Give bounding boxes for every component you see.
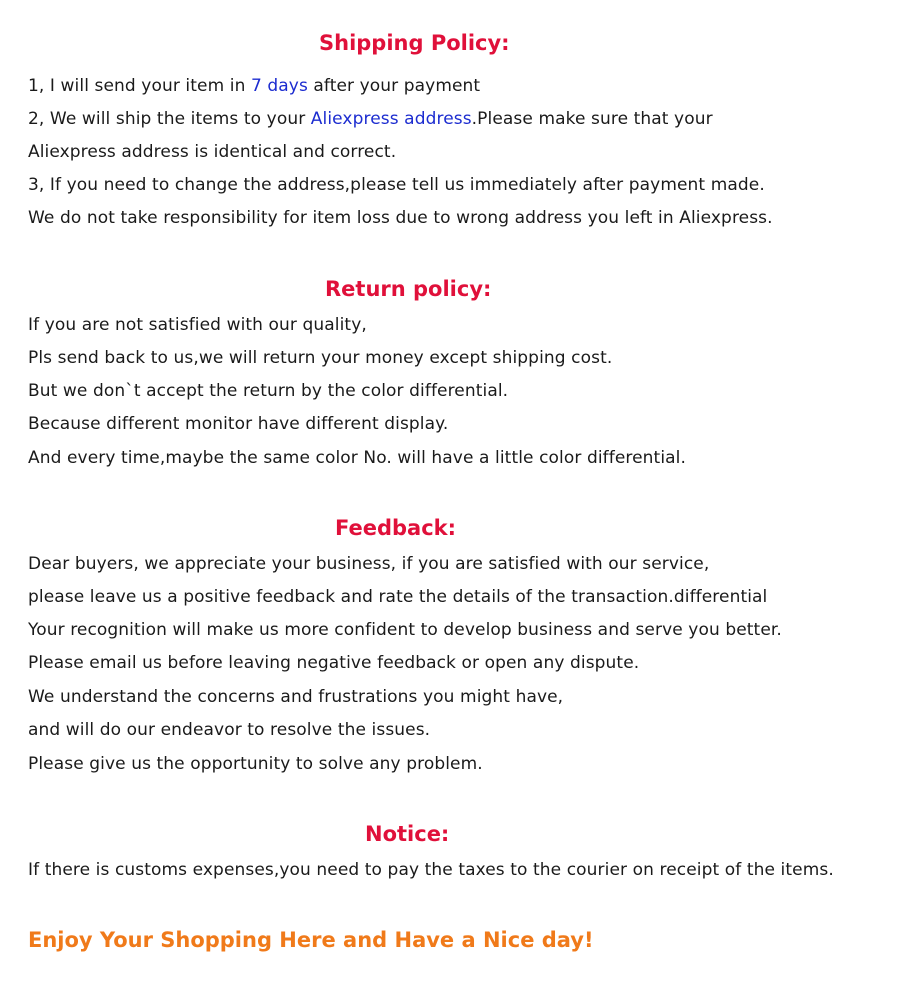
feedback-line: Dear buyers, we appreciate your business, if you are satisfied with our service, [28,554,710,574]
notice-line: If there is customs expenses,you need to pay the taxes to the courier on receipt of the items. [28,860,834,880]
shipping-line-4: 3, If you need to change the address,please tell us immediately after payment made. [28,175,765,195]
closing-message: Enjoy Your Shopping Here and Have a Nice day! [28,928,594,952]
shipping-line-2-text-b: .Please make sure that your [471,109,713,129]
shipping-line-1-text-b: after your payment [307,76,481,96]
feedback-line: We understand the concerns and frustrations you might have, [28,687,564,707]
shipping-line-1-text-a: 1, I will send your item in [28,76,251,96]
feedback-line: Please give us the opportunity to solve any problem. [28,754,483,774]
return-line: And every time,maybe the same color No. will have a little color differential. [28,448,686,468]
return-policy-title: Return policy: [325,277,492,301]
shipping-line-3: Aliexpress address is identical and correct. [28,142,397,162]
shipping-policy-title: Shipping Policy: [319,31,510,55]
feedback-line: please leave us a positive feedback and rate the details of the transaction.differential [28,587,768,607]
shipping-line-2-text-a: 2, We will ship the items to your [28,109,311,129]
return-line: But we don`t accept the return by the color differential. [28,381,509,401]
return-line: If you are not satisfied with our quality, [28,315,367,335]
feedback-line: Your recognition will make us more confident to develop business and serve you better. [28,620,782,640]
return-line: Pls send back to us,we will return your money except shipping cost. [28,348,613,368]
shipping-line-5: We do not take responsibility for item loss due to wrong address you left in Aliexpress. [28,208,773,228]
shipping-days-highlight: 7 days [250,76,308,96]
shipping-line-1 [28,78,480,95]
return-line: Because different monitor have different display. [28,414,449,434]
feedback-line: Please email us before leaving negative feedback or open any dispute. [28,653,640,673]
shipping-line-2 [28,111,713,128]
feedback-line: and will do our endeavor to resolve the issues. [28,720,431,740]
shipping-address-highlight: Aliexpress address [310,109,472,129]
feedback-title: Feedback: [335,516,457,540]
notice-title: Notice: [365,822,450,846]
